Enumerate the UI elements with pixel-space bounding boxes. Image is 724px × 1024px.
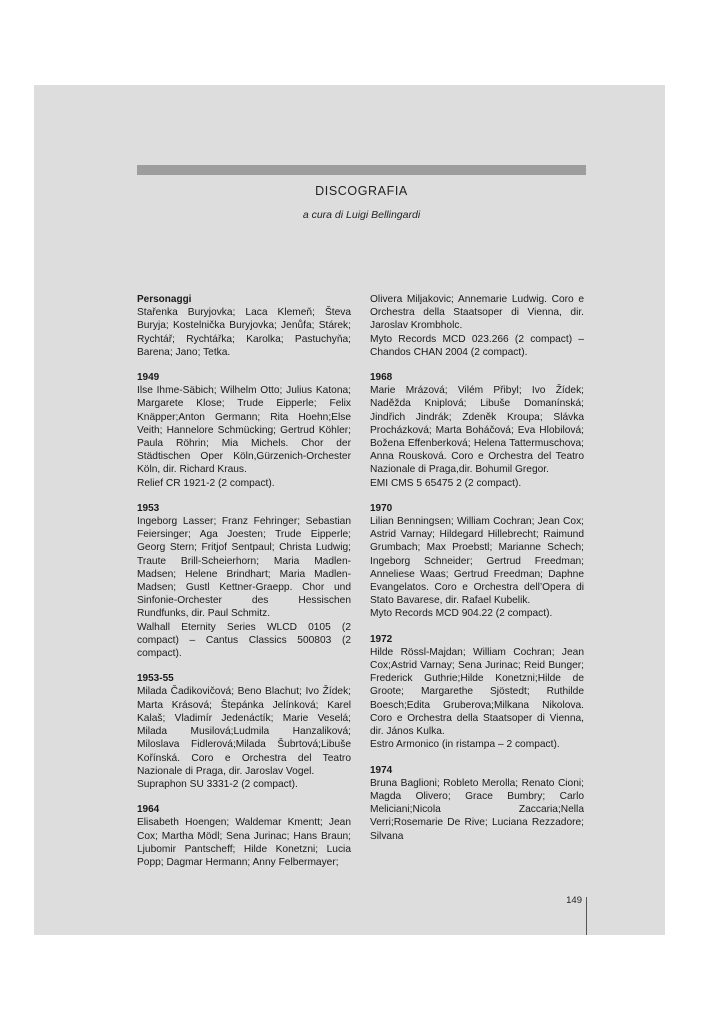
entry-heading: 1953 — [137, 502, 160, 514]
discography-entry — [137, 803, 351, 869]
discography-entry — [137, 672, 351, 791]
page-number: 149 — [566, 895, 582, 906]
entry-heading: 1974 — [370, 764, 393, 776]
entry-text: Supraphon SU 3331-2 (2 compact). — [137, 778, 298, 790]
discography-entry — [137, 371, 351, 490]
entry-text: Elisabeth Hoengen; Waldemar Kmentt; Jean Cox; Martha Mödl; Sena Jurinac; Hans Braun; Ljubomir Pantscheff; Hilde Konetzni; Lucia Popp; Dagmar Hermann; Anny Felbermayer; — [137, 817, 351, 868]
discography-entry — [137, 502, 351, 660]
entry-text: Myto Records MCD 023.266 (2 compact) – Chandos CHAN 2004 (2 compact). — [370, 333, 584, 358]
entry-heading: 1970 — [370, 502, 393, 514]
entry-text: Estro Armonico (in ristampa – 2 compact). — [370, 739, 560, 751]
entry-text: Stařenka Buryjovka; Laca Klemeň; Števa Buryja; Kostelnička Buryjovka; Jenůfa; Stárek; Rychtář; Rychtářka; Karolka; Pastuchyňa; Barena; Jano; Tetka. — [137, 307, 351, 358]
entry-text: Lilian Benningsen; William Cochran; Jean Cox; Astrid Varnay; Hildegard Hillebrecht; Raimund Grumbach; Max Proebstl; Marianne Schech; Ingeborg Schneider; Gertrud Freedman; Anneliese Waas; Gertrud Freedman; Daphne Evangelatos. Coro e Orchestra dell’Opera di Stato Bavarese, dir. Rafael Kubelik. — [370, 516, 584, 607]
left-column — [137, 293, 351, 881]
entry-text: Relief CR 1921-2 (2 compact). — [137, 477, 275, 489]
entry-text: Olivera Miljakovic; Annemarie Ludwig. Coro e Orchestra della Staatsoper di Vienna, dir. Jaroslav Krombholc. — [370, 294, 584, 332]
entry-heading: 1949 — [137, 372, 160, 384]
entry-text: Marie Mrázová; Vilém Přibyl; Ivo Žídek; Naděžda Kniplová; Libuše Domanínská; Jindřich Jindrák; Zdeněk Kroupa; Slávka Procházková; Marta Boháčová; Eva Hlobilová; Božena Effenberková; Helena Tattermuschova; Anna Rousková. Coro e Orchestra del Teatro Nazionale di Praga,dir. Bohumil Gregor. — [370, 385, 584, 476]
entry-text: Milada Čadikovičová; Beno Blachut; Ivo Žídek; Marta Krásová; Štepánka Jelínková; Karel Kalaš; Vladimír Jedenáctík; Marie Veselá; Milada Musilová;Ludmila Hanzaliková; Miloslava Fidlerová;Milada Šubrtová;Libuše Kořínská. Coro e Orchestra del Teatro Nazionale di Praga, dir. Jaroslav Vogel. — [137, 686, 351, 777]
entry-heading: 1953-55 — [137, 673, 174, 685]
discography-entry — [370, 764, 584, 843]
entry-text: Walhall Eternity Series WLCD 0105 (2 compact) – Cantus Classics 500803 (2 compact). — [137, 621, 351, 660]
entry-text: Bruna Baglioni; Robleto Merolla; Renato Cioni; Magda Olivero; Grace Bumbry; Carlo Meliciani;Nicola Zaccaria;Nella Verri;Rosemarie De Rive; Luciana Rezzadore; Silvana — [370, 777, 584, 842]
page-title: DISCOGRAFIA — [315, 184, 408, 198]
page-subtitle: a cura di Luigi Bellingardi — [302, 209, 421, 221]
right-column — [370, 293, 584, 855]
entry-text: Hilde Rössl-Majdan; William Cochran; Jean Cox;Astrid Varnay; Sena Jurinac; Reid Bunger; Frederick Guthrie;Hilde Konetzni;Hilde de Groote; Margarethe Sjöstedt; Ruthilde Boesch;Edita Gruberova;Milkana Nikolova. Coro e Orchestra della Staatsoper di Vienna, dir. János Kulka. — [370, 646, 584, 738]
entry-text: Ingeborg Lasser; Franz Fehringer; Sebastian Feiersinger; Aga Joesten; Trude Eipperle; Georg Stern; Fritjof Sentpaul; Christa Ludwig; Traute Brill-Scheierhorn; Maria Madlen-Madsen; Helene Brindhart; Maria Madlen-Madsen; Gustl Kettner-Graepp. Chor und Sinfonie-Orchester des Hessischen Rundfunks, dir. Paul Schmitz. — [137, 516, 351, 620]
discography-entry — [370, 371, 584, 490]
entry-heading: 1964 — [137, 804, 160, 816]
discography-entry — [370, 502, 584, 621]
entry-text: Ilse Ihme-Säbich; Wilhelm Otto; Julius Katona; Margarete Klose; Trude Eipperle; Felix Knäpper;Anton Germann; Rita Hoehn;Else Veith; Hannelore Schmücking; Gertrud Köhler; Paula Röhrin; Mia Michels. Chor der Städtischen Oper Köln,Gürzenich-Orchester Köln, dir. Richard Kraus. — [137, 385, 351, 476]
entry-heading: 1968 — [370, 372, 393, 384]
entry-text: EMI CMS 5 65475 2 (2 compact). — [370, 477, 522, 489]
discography-entry — [370, 293, 584, 359]
entry-text: Myto Records MCD 904.22 (2 compact). — [370, 608, 553, 620]
entry-heading: Personaggi — [137, 294, 192, 305]
header-rule — [137, 165, 586, 175]
discography-entry — [370, 633, 584, 752]
entry-heading: 1972 — [370, 633, 393, 645]
discography-entry — [137, 293, 351, 359]
page-number-rule — [586, 897, 587, 935]
